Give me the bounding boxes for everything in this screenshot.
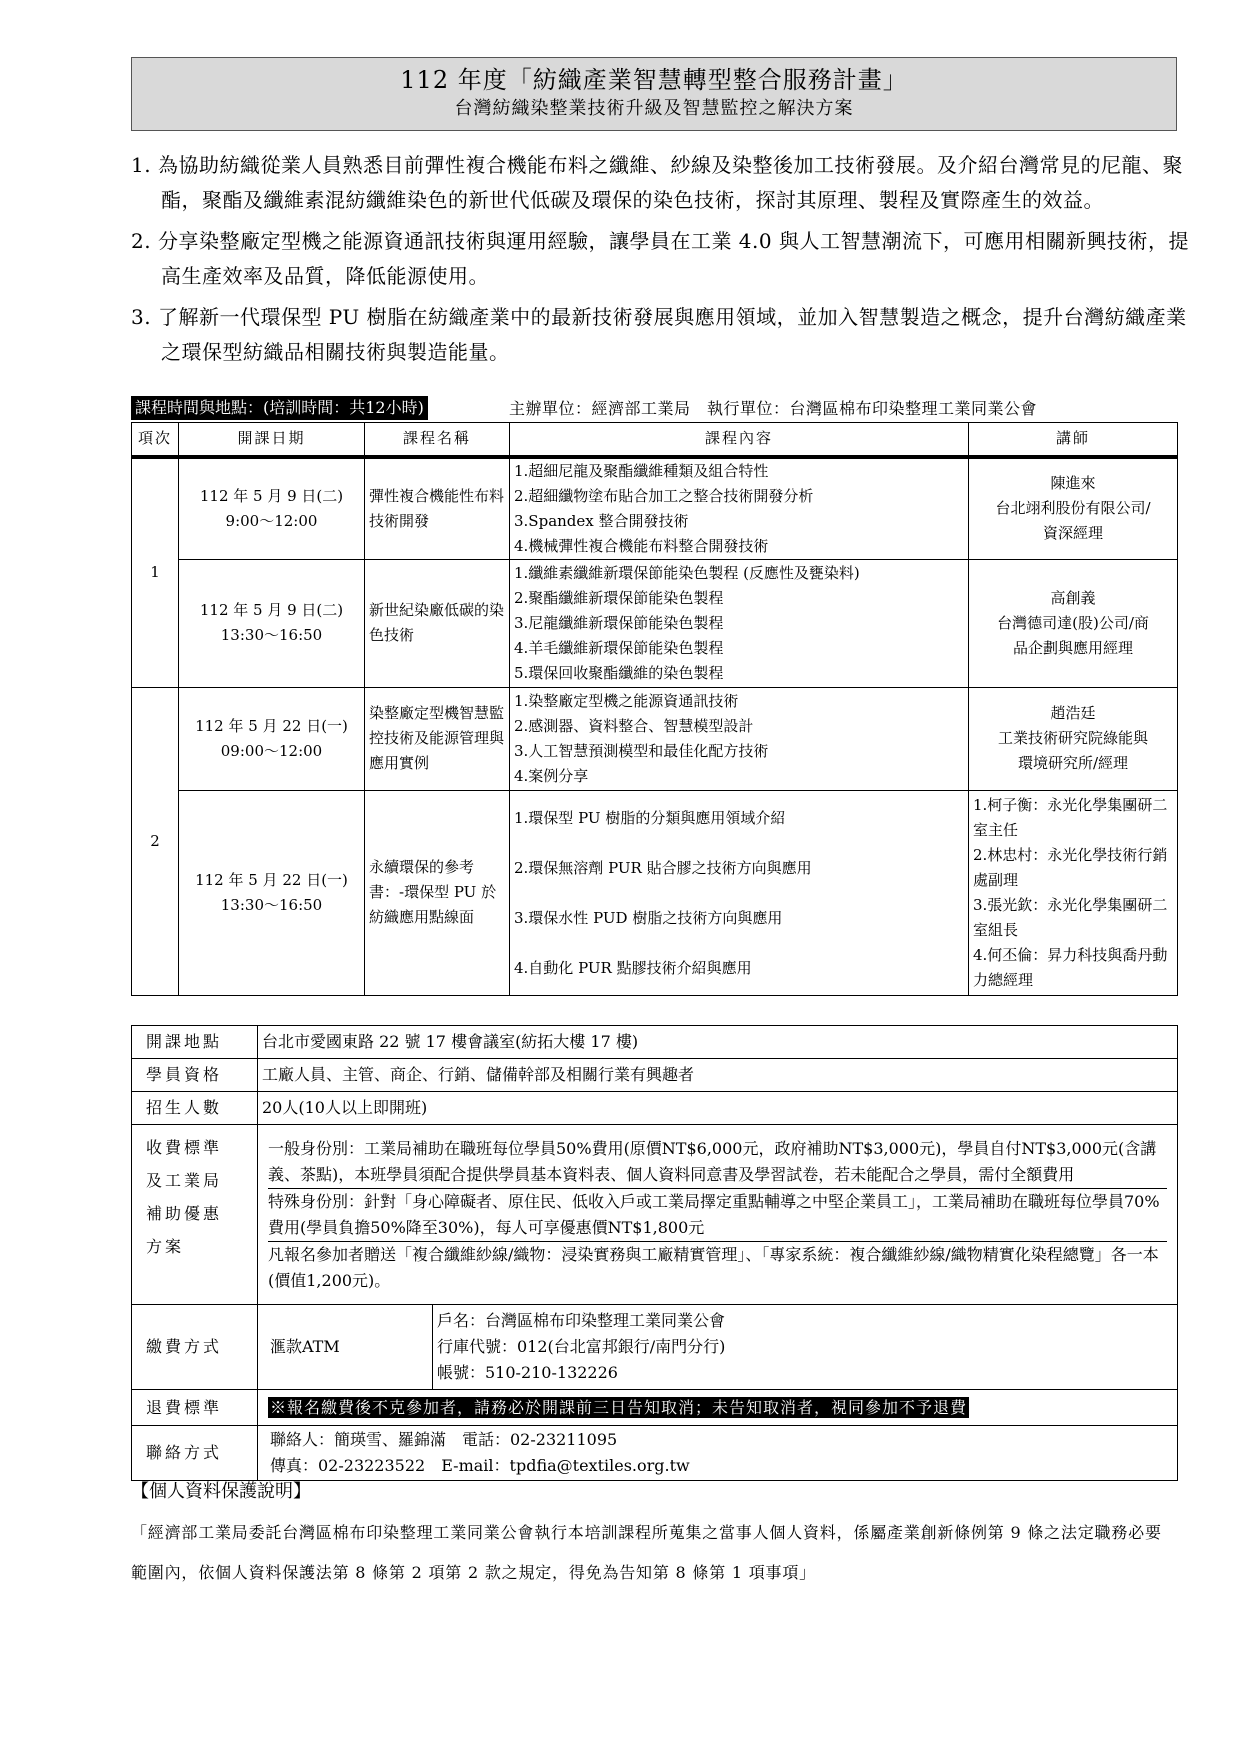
intro-item: 2. 分享染整廠定型機之能源資通訊技術與運用經驗，讓學員在工業 4.0 與人工智慧潮流下，可應用相關新興技術，提高生產效率及品質，降低能源使用。 [131, 229, 1189, 288]
content-item: 4.機械彈性複合機能布料整合開發技術 [514, 536, 769, 555]
course-content [510, 457, 969, 560]
lecturer-line: 品企劃與應用經理 [1012, 638, 1133, 657]
course-table [131, 422, 1178, 996]
page-subtitle: 台灣紡織染整業技術升級及智慧監控之解決方案 [454, 98, 854, 119]
content-item: 1.纖維素纖維新環保節能染色製程 (反應性及甕染料) [514, 563, 860, 582]
table-row [132, 559, 1178, 687]
lecturer-line: 環境研究所/經理 [1017, 754, 1129, 772]
capacity-value: 20人(10人以上即開班) [258, 1092, 1178, 1125]
lecturer-line: 4.何丕倫：昇力科技與喬丹動力總經理 [973, 945, 1168, 989]
lecturer-line: 1.柯子衡：永光化學集團研二室主任 [973, 795, 1168, 839]
privacy-title: 【個人資料保護說明】 [131, 1481, 311, 1502]
table-row [132, 1026, 1178, 1059]
capacity-label: 招生人數 [132, 1092, 258, 1125]
contact-label: 聯絡方式 [132, 1426, 258, 1481]
course-content [510, 687, 969, 790]
col-header: 項次 [132, 423, 179, 457]
payment-line: 帳號：510-210-132226 [437, 1363, 618, 1382]
fee-label-line: 收費標準 [146, 1138, 223, 1157]
contact-line: 傳真：02-23223522 E-mail：tpdfia@textiles.org.tw [270, 1456, 690, 1475]
fee-label-line: 方案 [146, 1237, 185, 1256]
info-table [131, 1025, 1178, 1481]
table-row [132, 1305, 1178, 1390]
content-item: 3.人工智慧預測模型和最佳化配方技術 [514, 741, 769, 760]
refund-cell [258, 1390, 1178, 1426]
lecturer-line: 資深經理 [1042, 524, 1103, 542]
fee-value [258, 1125, 1178, 1305]
refund-label: 退費標準 [132, 1390, 258, 1426]
content-item: 1.染整廠定型機之能源資通訊技術 [514, 691, 739, 710]
lecturer-line: 2.林忠村：永光化學技術行銷處副理 [973, 845, 1168, 889]
content-item: 4.羊毛纖維新環保節能染色製程 [514, 638, 724, 657]
lecturer-line: 趙浩廷 [1050, 704, 1096, 722]
course-name: 彈性複合機能性布料技術開發 [365, 457, 510, 560]
course-time: 9:00～12:00 [225, 511, 318, 530]
table-row [132, 457, 1178, 560]
lecturer-line: 陳進來 [1050, 474, 1096, 492]
course-content [510, 790, 969, 995]
fee-gift: 凡報名參加者贈送「複合纖維紗線/織物：浸染實務與工廠精實管理」、「專家系統：複合纖維紗線/織物精實化染程總覽」各一本(價值1,200元)。 [268, 1241, 1167, 1294]
content-item: 5.環保回收聚酯纖維的染色製程 [514, 663, 724, 682]
course-date-cell [179, 559, 365, 687]
intro-list [131, 148, 1191, 376]
content-item: 1.超細尼龍及聚酯纖維種類及組合特性 [514, 461, 769, 480]
item-number: 2 [132, 687, 179, 995]
contact-line: 聯絡人：簡瑛雪、羅錦滿 電話：02-23211095 [270, 1430, 618, 1449]
lecturer-line: 台灣德司達(股)公司/商 [997, 613, 1149, 632]
content-item: 1.環保型 PU 樹脂的分類與應用領域介紹 [514, 808, 786, 827]
col-header: 課程名稱 [365, 423, 510, 457]
location-label: 開課地點 [132, 1026, 258, 1059]
content-item: 4.案例分享 [514, 766, 589, 785]
lecturer-line: 台北翊利股份有限公司/ [995, 499, 1151, 517]
intro-item: 3. 了解新一代環保型 PU 樹脂在紡織產業中的最新技術發展與應用領域，並加入智慧製造之概念，提升台灣紡織產業之環保型紡織品相關技術與製造能量。 [131, 305, 1187, 364]
intro-item: 1. 為協助紡織從業人員熟悉目前彈性複合機能布料之纖維、紗線及染整後加工技術發展。及介紹台灣常見的尼龍、聚酯，聚酯及纖維素混紡纖維染色的新世代低碳及環保的染色技術，探討其原理、製程及實際產生的效益。 [131, 153, 1183, 212]
course-date-cell [179, 687, 365, 790]
payment-method: 滙款ATM [258, 1305, 433, 1390]
course-time: 13:30～16:50 [220, 895, 323, 914]
content-item: 3.環保水性 PUD 樹脂之技術方向與應用 [514, 908, 783, 927]
course-name: 新世紀染廠低碳的染色技術 [365, 559, 510, 687]
fee-special: 特殊身份別：針對「身心障礙者、原住民、低收入戶或工業局擇定重點輔導之中堅企業員工」，工業局補助在職班每位學員70%費用(學員負擔50%降至30%)，每人可享優惠價NT$1,800元 [268, 1188, 1167, 1241]
payment-label: 繳費方式 [132, 1305, 258, 1390]
course-date: 112 年 5 月 22 日(一) [195, 870, 348, 889]
content-item: 2.感測器、資料整合、智慧模型設計 [514, 716, 754, 735]
table-row [132, 1092, 1178, 1125]
table-row [132, 1426, 1178, 1481]
page-title: 112 年度「紡織產業智慧轉型整合服務計畫」 [400, 66, 908, 94]
schedule-header [131, 396, 1177, 422]
qualification-label: 學員資格 [132, 1059, 258, 1092]
privacy-body: 「經濟部工業局委託台灣區棉布印染整理工業同業公會執行本培訓課程所蒐集之當事人個人資料，係屬產業創新條例第 9 條之法定職務必要範圍內，依個人資料保護法第 8 條第 2 項第 2 款之規定，得免為告知第 8 條第 1 項事項」 [131, 1523, 1162, 1582]
content-item: 4.自動化 PUR 點膠技術介紹與應用 [514, 958, 752, 977]
content-item: 2.聚酯纖維新環保節能染色製程 [514, 588, 724, 607]
table-row [132, 790, 1178, 995]
course-date: 112 年 5 月 9 日(二) [199, 486, 344, 505]
lecturer-line: 3.張光欽：永光化學集團研二室組長 [973, 895, 1168, 939]
table-row [132, 1125, 1178, 1305]
content-item: 3.尼龍纖維新環保節能染色製程 [514, 613, 724, 632]
item-number: 1 [132, 457, 179, 688]
content-item: 3.Spandex 整合開發技術 [514, 511, 689, 530]
course-content [510, 559, 969, 687]
qualification-value: 工廠人員、主管、商企、行銷、儲備幹部及相關行業有興趣者 [258, 1059, 1178, 1092]
lecturer-line: 工業技術研究院綠能與 [997, 729, 1148, 747]
content-item: 2.環保無溶劑 PUR 貼合膠之技術方向與應用 [514, 858, 812, 877]
fee-general: 一般身份別：工業局補助在職班每位學員50%費用(原價NT$6,000元，政府補助NT$3,000元)，學員自付NT$3,000元(含講義、茶點)，本班學員須配合提供學員基本資料表、個人資料同意書及學習試卷，若未能配合之學員，需付全額費用 [268, 1138, 1157, 1184]
payment-line: 戶名：台灣區棉布印染整理工業同業公會 [437, 1311, 726, 1330]
title-box [131, 57, 1177, 131]
lecturer [969, 457, 1178, 560]
course-date-cell [179, 790, 365, 995]
table-header-row [132, 423, 1178, 457]
course-name: 染整廠定型機智慧監控技術及能源管理與應用實例 [365, 687, 510, 790]
course-date-cell [179, 457, 365, 560]
lecturer [969, 790, 1178, 995]
course-name: 永續環保的參考書：-環保型 PU 於紡織應用點線面 [365, 790, 510, 995]
payment-details [433, 1305, 1178, 1390]
payment-line: 行庫代號：012(台北富邦銀行/南門分行) [437, 1337, 726, 1356]
fee-label [132, 1125, 258, 1305]
course-time: 13:30～16:50 [220, 626, 323, 644]
table-row [132, 1390, 1178, 1426]
fee-label-line: 補助優惠 [146, 1204, 223, 1223]
course-date: 112 年 5 月 9 日(二) [199, 601, 344, 619]
lecturer-line: 高創義 [1050, 588, 1096, 607]
course-date: 112 年 5 月 22 日(一) [195, 716, 348, 735]
refund-value: ※報名繳費後不克參加者，請務必於開課前三日告知取消；未告知取消者，視同參加不予退費 [270, 1397, 968, 1417]
table-row [132, 1059, 1178, 1092]
col-header: 課程內容 [510, 423, 969, 457]
table-row [132, 687, 1178, 790]
course-time: 09:00～12:00 [220, 741, 323, 760]
schedule-tag: 課程時間與地點：(培訓時間：共12小時) [131, 396, 428, 420]
location-value: 台北市愛國東路 22 號 17 樓會議室(紡拓大樓 17 樓) [258, 1026, 1178, 1059]
col-header: 開課日期 [179, 423, 365, 457]
lecturer [969, 687, 1178, 790]
contact-value [258, 1426, 1178, 1481]
content-item: 2.超細纖物塗布貼合加工之整合技術開發分析 [514, 486, 814, 505]
lecturer [969, 559, 1178, 687]
fee-label-line: 及工業局 [146, 1171, 223, 1190]
organizers: 主辦單位：經濟部工業局 執行單位：台灣區棉布印染整理工業同業公會 [509, 399, 1038, 418]
col-header: 講師 [969, 423, 1178, 457]
